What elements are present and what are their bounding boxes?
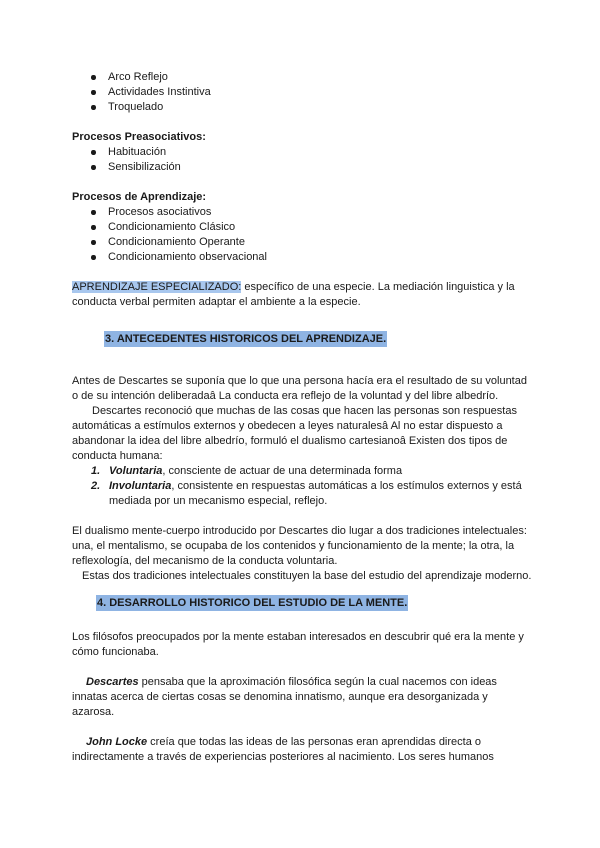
section-3-paragraph-2: Descartes reconoció que muchas de las cosas que hacen las personas son respuestas automáticas a estímulos externos y obedecen a leyes naturalesâ Al no estar dispuesto a abandonar la idea del libre albedrío, formuló el dualismo cartesianoâ Existen dos tipos de conducta humana: (72, 405, 517, 462)
list-item: Troquelado (72, 100, 532, 115)
locke-name: John Locke (86, 736, 148, 748)
list-item: Condicionamiento Operante (72, 235, 532, 250)
section-4-heading: 4. DESARROLLO HISTORICO DEL ESTUDIO DE LA MENTE. (97, 597, 408, 609)
section-4-heading-row (72, 596, 532, 616)
section-4-paragraph-1: Los filósofos preocupados por la mente estaban interesados en descubrir qué era la mente y cómo funcionaba. (72, 631, 524, 658)
preasociativos-list (72, 145, 532, 175)
locke-text: creía que todas las ideas de las personas eran aprendidas directa o indirectamente a través de experiencias posteriores al nacimiento. Los seres humanos (72, 736, 494, 763)
list-number: 1. (91, 465, 101, 477)
list-number: 2. (91, 480, 101, 492)
descartes-paragraph (72, 675, 532, 720)
especializado-paragraph (72, 280, 532, 310)
list-item (72, 464, 532, 479)
list-item: Procesos asociativos (72, 205, 532, 220)
locke-paragraph (72, 735, 532, 765)
list-item: Sensibilización (72, 160, 532, 175)
section-3-paragraph-1: Antes de Descartes se suponía que lo que una persona hacía era el resultado de su voluntad o de su intención deliberadaâ La conducta era reflejo de la voluntad y del libre albedrío. (72, 375, 527, 402)
aprendizaje-list (72, 205, 532, 265)
bullet-list-top (72, 70, 532, 115)
conduct-types-list (72, 464, 532, 509)
section-3-heading-row (72, 332, 532, 352)
section-3-paragraph-4: Estas dos tradiciones intelectuales constituyen la base del estudio del aprendizaje moderno. (82, 570, 532, 582)
list-item: Arco Reflejo (72, 70, 532, 85)
term-voluntaria: Voluntaria (109, 465, 163, 477)
descartes-name: Descartes (86, 676, 139, 688)
document-content (72, 70, 532, 765)
list-item: Actividades Instintiva (72, 85, 532, 100)
term-description: , consciente de actuar de una determinada forma (162, 465, 403, 477)
list-item: Condicionamiento Clásico (72, 220, 532, 235)
list-item (72, 479, 532, 509)
term-description: , consistente en respuestas automáticas a los estímulos externos y está mediada por un mecanismo especial, reflejo. (109, 480, 522, 507)
especializado-label: APRENDIZAJE ESPECIALIZADO: (72, 281, 242, 293)
section-3-paragraph-3: El dualismo mente-cuerpo introducido por Descartes dio lugar a dos tradiciones intelectuales: una, el mentalismo, se ocupaba de los contenidos y funcionamiento de la mente; la otra, la reflexología, del mecanismo de la conducta voluntaria. (72, 525, 527, 567)
list-item: Habituación (72, 145, 532, 160)
term-involuntaria: Involuntaria (109, 480, 172, 492)
preasociativos-heading: Procesos Preasociativos: (72, 131, 206, 143)
section-3-heading: 3. ANTECEDENTES HISTORICOS DEL APRENDIZAJE. (105, 333, 387, 345)
especializado-text: específico de una especie. La mediación linguistica y la conducta verbal permiten adaptar el ambiente a la especie. (72, 281, 515, 308)
list-item: Condicionamiento observacional (72, 250, 532, 265)
descartes-text: pensaba que la aproximación filosófica según la cual nacemos con ideas innatas acerca de ciertas cosas se denomina innatismo, aunque era desorganizada y azarosa. (72, 676, 497, 718)
aprendizaje-heading: Procesos de Aprendizaje: (72, 191, 207, 203)
